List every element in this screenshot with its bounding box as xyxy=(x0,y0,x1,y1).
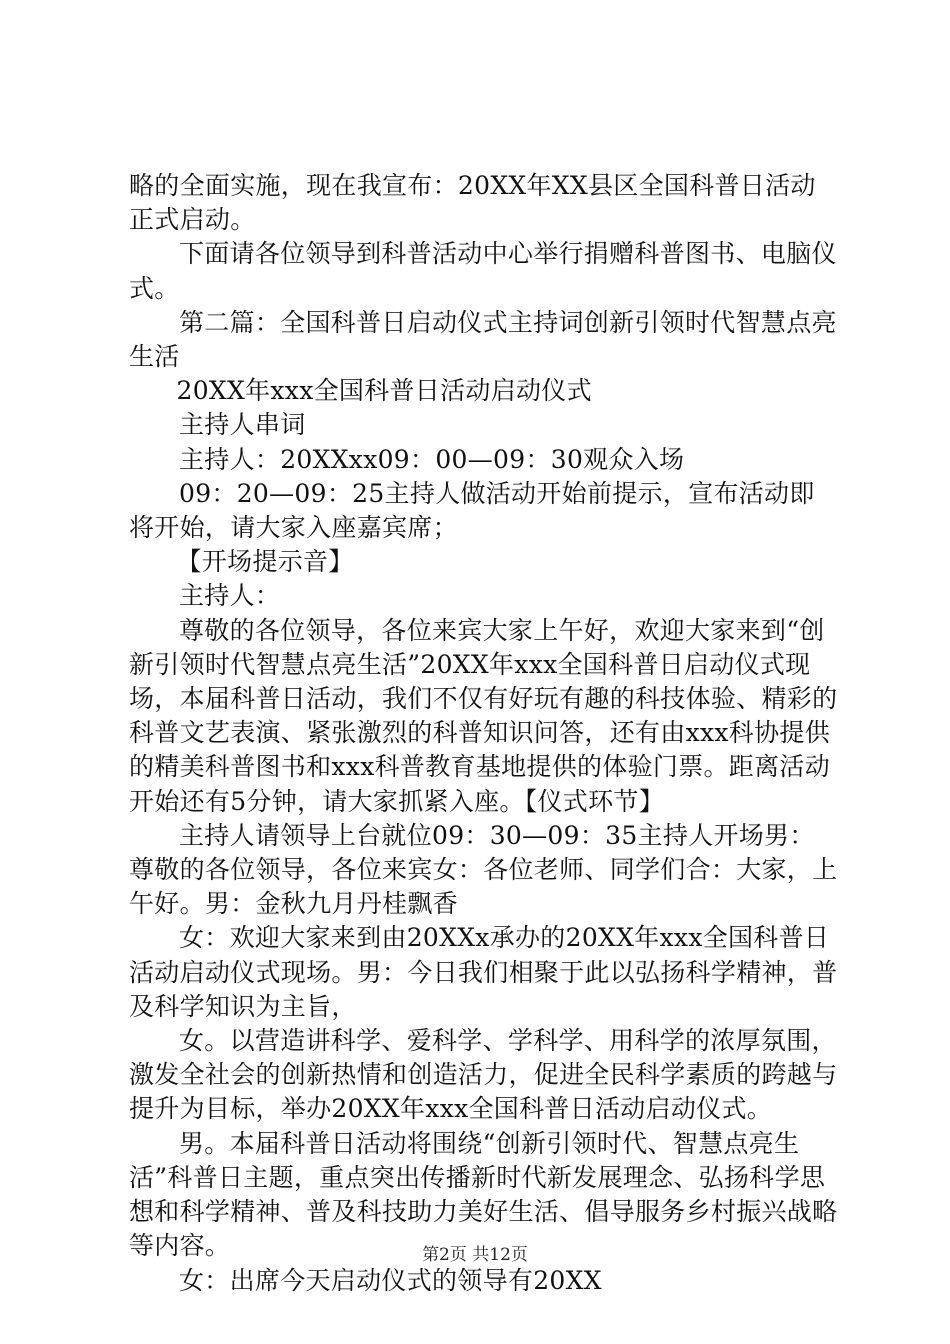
paragraph: 尊敬的各位领导，各位来宾大家上午好，欢迎大家来到“创新引领时代智慧点亮生活”20XX年xxx全国科普日启动仪式现场，本届科普日活动，我们不仅有好玩有趣的科技体验、精彩的科普文艺表演、紧张激烈的科普知识问答，还有由xxx科协提供的精美科普图书和xxx科普教育基地提供的体验门票。距离活动开始还有5分钟，请大家抓紧入座。【仪式环节】 xyxy=(129,615,838,816)
paragraph: 主持人请领导上台就位09：30—09：35主持人开场男：尊敬的各位领导，各位来宾女：各位老师、同学们合：大家，上午好。男：金秋九月丹桂飘香 xyxy=(129,820,838,919)
paragraph: 男。本届科普日活动将围绕“创新引领时代、智慧点亮生活”科普日主题，重点突出传播新时代新发展理念、弘扬科学思想和科学精神、普及科技助力美好生活、倡导服务乡村振兴战略等内容。 xyxy=(129,1128,838,1261)
document-body xyxy=(129,169,839,1298)
paragraph-continuation: 略的全面实施，现在我宣布：20XX年XX县区全国科普日活动正式启动。 xyxy=(129,171,816,235)
paragraph: 下面请各位领导到科普活动中心举行捐赠科普图书、电脑仪式。 xyxy=(129,239,837,303)
paragraph: 主持人： xyxy=(179,581,281,611)
paragraph: 女：欢迎大家来到由20XXx承办的20XX年xxx全国科普日活动启动仪式现场。男：今日我们相聚于此以弘扬科学精神，普及科学知识为主旨， xyxy=(129,923,838,1021)
event-title: 20XX年xxx全国科普日活动启动仪式 xyxy=(176,376,592,406)
page-number-footer: 第2页 共12页 xyxy=(422,1245,528,1265)
paragraph: 女：出席今天启动仪式的领导有20XX xyxy=(179,1265,602,1295)
paragraph: 女。以营造讲科学、爱科学、学科学、用科学的浓厚氛围，激发全社会的创新热情和创造活力，促进全民科学素质的跨越与提升为目标，举办20XX年xxx全国科普日活动启动仪式。 xyxy=(129,1026,838,1124)
paragraph: 主持人串词 xyxy=(179,410,306,440)
paragraph: 【开场提示音】 xyxy=(176,547,354,577)
paragraph: 主持人：20XXxx09：00—09：30观众入场 xyxy=(179,444,685,474)
paragraph: 09：20—09：25主持人做活动开始前提示，宣布活动即将开始，请大家入座嘉宾席； xyxy=(129,478,815,543)
section-heading: 第二篇：全国科普日启动仪式主持词创新引领时代智慧点亮生活 xyxy=(129,307,837,372)
